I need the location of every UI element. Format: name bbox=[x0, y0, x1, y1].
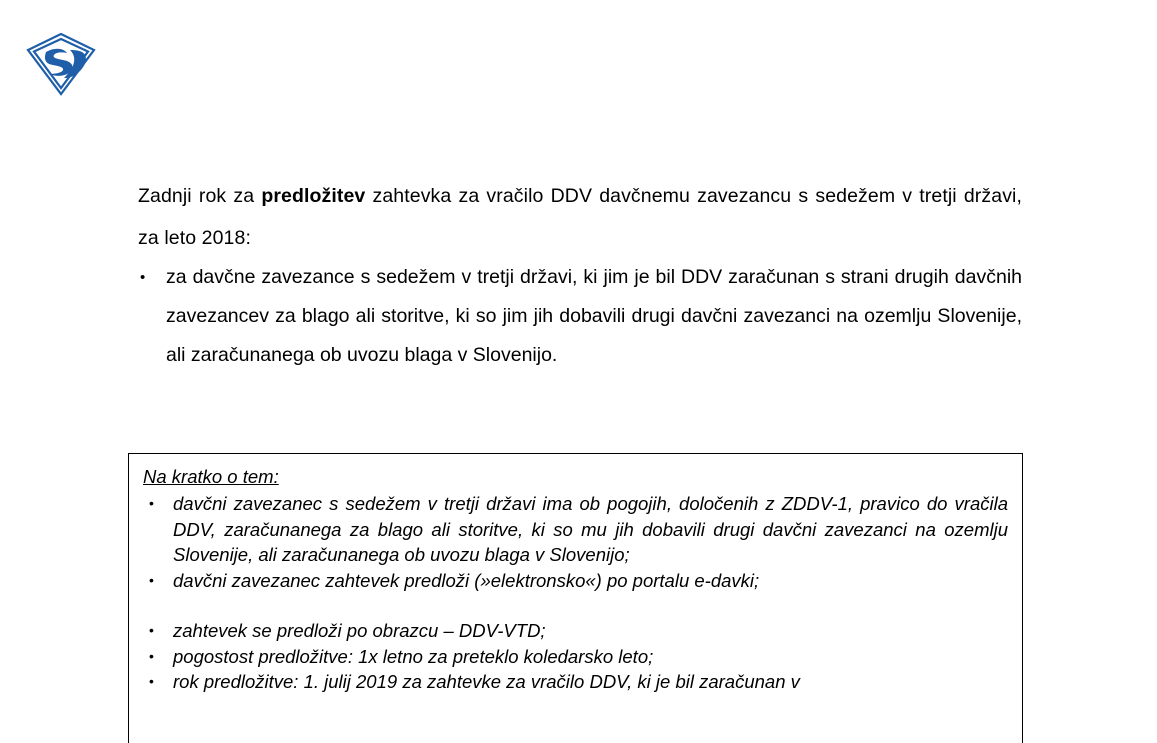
list-item bbox=[143, 644, 1008, 670]
bullet-icon: • bbox=[149, 647, 154, 664]
list-item-text: davčni zavezanec s sedežem v tretji državi ima ob pogojih, določenih z ZDDV-1, pravico do vračila DDV, zaračunanega za blago ali storitve, ki so mu jih dobavili drugi davčni zavezanci na ozemlju Slovenije, ali zaračunanega ob uvozu blaga v Slovenijo; bbox=[173, 493, 1008, 565]
bullet-icon: • bbox=[140, 269, 146, 286]
main-bullet-list bbox=[138, 258, 1022, 375]
list-item bbox=[143, 618, 1008, 644]
intro-text-part1: Zadnji rok za bbox=[138, 185, 262, 207]
summary-box-title: Na kratko o tem: bbox=[143, 466, 279, 487]
intro-text-part2: zahtevka za vračilo DDV davčnemu zavezancu s sedežem v tretji državi, za leto 2018: bbox=[138, 185, 1022, 249]
sd-logo-icon bbox=[22, 30, 100, 98]
intro-text-bold: predložitev bbox=[261, 185, 366, 207]
list-item bbox=[143, 669, 1008, 695]
intro-paragraph bbox=[138, 175, 1022, 259]
list-item-text: zahtevek se predloži po obrazcu – DDV-VTD; bbox=[173, 620, 546, 641]
bullet-icon: • bbox=[149, 673, 154, 689]
bullet-icon: • bbox=[149, 495, 154, 511]
bullet-icon: • bbox=[149, 571, 154, 588]
bullet-icon: • bbox=[149, 622, 154, 638]
list-item-text: rok predložitve: 1. julij 2019 za zahtevke za vračilo DDV, ki je bil zaračunan v bbox=[173, 671, 800, 692]
summary-box-list bbox=[143, 491, 1008, 695]
list-item bbox=[143, 491, 1008, 568]
list-item bbox=[138, 258, 1022, 375]
list-item-text: davčni zavezanec zahtevek predloži (»elektronsko«) po portalu e-davki; bbox=[173, 569, 760, 591]
list-item-text: za davčne zavezance s sedežem v tretji državi, ki jim je bil DDV zaračunan s strani drugih davčnih zavezancev za blago ali storitve, ki so jim jih dobavili drugi davčni zavezanci na ozemlju Slovenije, ali zaračunanega ob uvozu blaga v Slovenijo. bbox=[166, 266, 1022, 366]
summary-box bbox=[128, 453, 1023, 743]
list-item bbox=[143, 568, 1008, 594]
list-item-text: pogostost predložitve: 1x letno za preteklo koledarsko leto; bbox=[173, 645, 654, 667]
